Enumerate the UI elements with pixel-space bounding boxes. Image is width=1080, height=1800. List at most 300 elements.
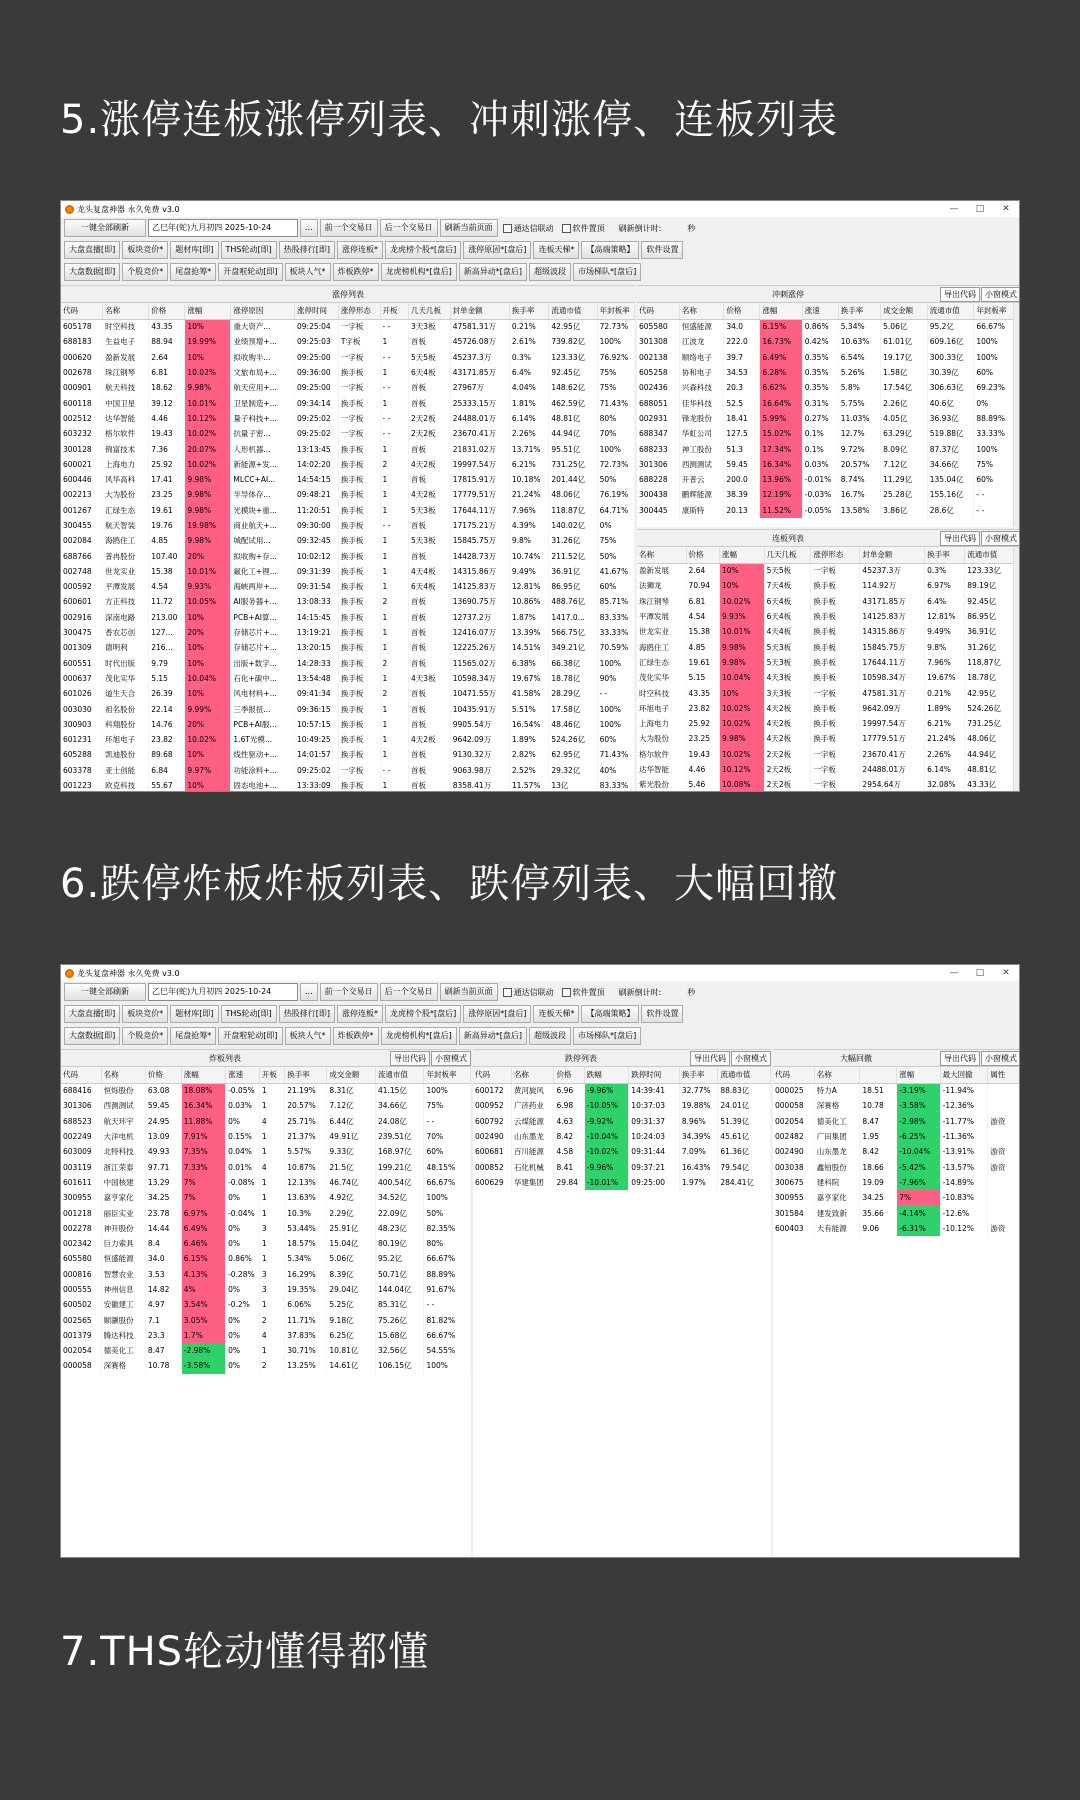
table-cell: 紫光股份 [637, 777, 686, 792]
small-window-button[interactable]: 小窗模式 [981, 531, 1020, 546]
table-row[interactable] [61, 778, 635, 792]
maximize-icon[interactable]: □ [975, 968, 985, 978]
table-row[interactable] [61, 1236, 471, 1251]
table-row[interactable] [61, 1282, 471, 1297]
table-cell: 87.37亿 [927, 441, 974, 456]
nav2-item-1[interactable]: 个股竞价* [122, 263, 168, 281]
table-cell: 18.57% [285, 1236, 327, 1251]
close-icon[interactable]: ✕ [1002, 204, 1010, 214]
table-row[interactable] [773, 1159, 1020, 1174]
top-label: 软件置顶 [572, 987, 605, 997]
table-cell: 09:25:04 [295, 319, 339, 334]
nav2-item-3[interactable]: 开盘啦轮动[即] [218, 1027, 282, 1045]
table-row[interactable] [473, 1129, 771, 1144]
table-row[interactable] [637, 716, 1020, 731]
nav1-item-2[interactable]: 题材库[即] [170, 1005, 218, 1023]
table-row[interactable] [473, 1083, 771, 1098]
column-header[interactable]: 跌停时间 [629, 1067, 680, 1083]
nav2-item-8[interactable]: 超级波段 [529, 263, 571, 281]
table-cell: 300955 [773, 1190, 814, 1205]
table-cell: 广田集团 [814, 1129, 860, 1144]
table-row[interactable] [61, 732, 635, 747]
table-row[interactable] [61, 319, 635, 334]
nav1-item-10[interactable]: 软件设置 [641, 241, 683, 259]
column-header[interactable]: 流通市值 [965, 547, 1020, 563]
column-header[interactable]: 封单金额 [450, 303, 509, 319]
table-row[interactable] [637, 319, 1020, 334]
table-row[interactable] [61, 518, 635, 533]
column-header[interactable]: 涨幅 [185, 303, 231, 319]
column-header[interactable]: 涨速 [802, 303, 838, 319]
nav2-item-1[interactable]: 个股竞价* [122, 1027, 168, 1045]
table-row[interactable] [61, 1267, 471, 1282]
table-row[interactable] [637, 503, 1020, 518]
table-row[interactable] [773, 1098, 1020, 1113]
table-row[interactable] [61, 1251, 471, 1266]
table-row[interactable] [61, 610, 635, 625]
nav1-item-3[interactable]: THS轮动[即] [221, 1005, 277, 1023]
column-header[interactable]: 换手率 [679, 1067, 717, 1083]
table-cell: 14.51% [509, 640, 548, 655]
column-header[interactable]: 开板 [259, 1067, 284, 1083]
table-row[interactable] [637, 472, 1020, 487]
column-header[interactable]: 涨幅 [897, 1067, 940, 1083]
table-row[interactable] [61, 579, 635, 594]
table-cell: 601611 [61, 1175, 101, 1190]
column-header[interactable]: 价格 [149, 303, 185, 319]
table-cell: 603232 [61, 426, 103, 441]
prev-day-button[interactable]: 前一个交易日 [320, 983, 378, 1001]
column-header[interactable]: 价格 [686, 547, 719, 563]
table-row[interactable] [637, 350, 1020, 365]
table-row[interactable] [61, 1083, 471, 1098]
column-header[interactable]: 年封板率 [974, 303, 1020, 319]
nav2-item-9[interactable]: 市场梯队*[盘后] [573, 263, 641, 281]
table-row[interactable] [637, 685, 1020, 700]
table-cell: 201.44亿 [549, 472, 597, 487]
table-row[interactable] [637, 655, 1020, 670]
table-row[interactable] [61, 1144, 471, 1159]
table-row[interactable] [473, 1114, 771, 1129]
column-header[interactable]: 流通市值 [549, 303, 597, 319]
table-row[interactable] [637, 487, 1020, 502]
table-row[interactable] [61, 1205, 471, 1220]
date-picker-button[interactable]: ... [300, 219, 318, 237]
export-code-button[interactable]: 导出代码 [390, 1051, 430, 1066]
date-picker-button[interactable]: ... [300, 983, 318, 1001]
table-cell: 一字板 [338, 319, 380, 334]
table-cell: 业绩预增+... [231, 334, 295, 349]
nav2-item-6[interactable]: 龙虎榜机构*[盘后] [381, 263, 457, 281]
column-header[interactable]: 换手率 [925, 547, 965, 563]
nav2-item-4[interactable]: 板块人气* [285, 263, 331, 281]
nav1-item-5[interactable]: 涨停连板* [337, 241, 383, 259]
column-header[interactable]: 涨停形态 [338, 303, 380, 319]
table-cell: 21.37% [285, 1129, 327, 1144]
table-cell: 首板 [409, 395, 451, 410]
table-row[interactable] [61, 548, 635, 563]
nav1-item-8[interactable]: 连板天梯* [533, 241, 579, 259]
export-code-button[interactable]: 导出代码 [940, 287, 980, 302]
table-row[interactable] [637, 731, 1020, 746]
nav1-item-1[interactable]: 板块竞价* [122, 241, 168, 259]
table-row[interactable] [61, 763, 635, 778]
nav2-item-5[interactable]: 炸板跌停* [333, 1027, 379, 1045]
table-cell: 10% [185, 319, 231, 334]
table-row[interactable] [637, 411, 1020, 426]
nav1-item-10[interactable]: 软件设置 [641, 1005, 683, 1023]
column-header[interactable]: 名称 [101, 1067, 145, 1083]
table-cell: 2 [380, 686, 409, 701]
column-header[interactable]: 名称 [511, 1067, 554, 1083]
table-cell: 51.39亿 [718, 1114, 771, 1129]
nav1-item-7[interactable]: 涨停原因*[盘后] [463, 1005, 531, 1023]
table-row[interactable] [637, 747, 1020, 762]
column-header[interactable]: 成交金额 [327, 1067, 376, 1083]
nav2-item-7[interactable]: 新高异动*[盘后] [459, 1027, 527, 1045]
table-row[interactable] [773, 1221, 1020, 1236]
table-cell: 恒烁股份 [101, 1083, 145, 1098]
nav1-item-9[interactable]: 【高端策略】 [581, 241, 639, 259]
table-cell: 83.33% [597, 778, 634, 792]
table-cell: 13.63% [285, 1190, 327, 1205]
table-cell: 6天4板 [764, 609, 811, 624]
table-row[interactable] [61, 1114, 471, 1129]
table-cell: 17644.11万 [450, 503, 509, 518]
table-cell: 7% [897, 1190, 940, 1205]
nav1-item-5[interactable]: 涨停连板* [337, 1005, 383, 1023]
table-cell: 10.3% [285, 1205, 327, 1220]
column-header[interactable]: 成交金额 [881, 303, 928, 319]
table-row[interactable] [637, 578, 1020, 593]
table-cell: 70.94 [686, 578, 719, 593]
table-cell: 34.53 [724, 365, 760, 380]
table-cell: 深赛格 [101, 1358, 145, 1373]
table-row[interactable] [61, 1221, 471, 1236]
minimize-icon[interactable]: — [949, 968, 959, 978]
table-row[interactable] [773, 1144, 1020, 1159]
scrollbar[interactable] [1013, 303, 1020, 527]
column-header[interactable]: 流通市值 [927, 303, 974, 319]
prev-day-button[interactable]: 前一个交易日 [320, 219, 378, 237]
table-row[interactable] [473, 1098, 771, 1113]
nav1-item-7[interactable]: 涨停原因*[盘后] [463, 241, 531, 259]
nav1-item-2[interactable]: 题材库[即] [170, 241, 218, 259]
table-row[interactable] [473, 1175, 771, 1190]
table-row[interactable] [61, 487, 635, 502]
table-row[interactable] [61, 625, 635, 640]
close-icon[interactable]: ✕ [1002, 968, 1010, 978]
minimize-icon[interactable]: — [949, 204, 959, 214]
table-cell: 1.81% [509, 395, 548, 410]
table-cell: 688416 [61, 1083, 101, 1098]
scrollbar[interactable] [1013, 547, 1020, 792]
nav2-item-2[interactable]: 尾盘抢筹* [170, 263, 216, 281]
export-code-button[interactable]: 导出代码 [940, 531, 980, 546]
column-header[interactable]: 代码 [773, 1067, 814, 1083]
tdx-link-checkbox[interactable] [500, 223, 557, 234]
column-header[interactable]: 换手率 [509, 303, 548, 319]
table-cell: 61.36亿 [718, 1144, 771, 1159]
refresh-page-button[interactable]: 刷新当前页面 [440, 983, 498, 1001]
table-row[interactable] [61, 350, 635, 365]
table-cell: 688183 [61, 334, 103, 349]
nav2-item-9[interactable]: 市场梯队*[盘后] [573, 1027, 641, 1045]
small-window-button[interactable]: 小窗模式 [981, 1051, 1020, 1066]
table-row[interactable] [61, 441, 635, 456]
column-header[interactable]: 价格 [724, 303, 760, 319]
table-row[interactable] [61, 564, 635, 579]
nav1-item-9[interactable]: 【高端策略】 [581, 1005, 639, 1023]
table-cell: 600681 [473, 1144, 511, 1159]
nav1-item-4[interactable]: 热股排行[即] [279, 1005, 335, 1023]
column-header[interactable]: 几天几板 [409, 303, 451, 319]
table-row[interactable] [773, 1175, 1020, 1190]
table-cell: 17.34% [760, 441, 802, 456]
table-row[interactable] [637, 395, 1020, 410]
table-row[interactable] [473, 1144, 771, 1159]
nav2-item-4[interactable]: 板块人气* [285, 1027, 331, 1045]
column-header[interactable]: 代码 [61, 303, 103, 319]
table-cell: 换手板 [811, 594, 860, 609]
refresh-all-button[interactable]: 一键全部刷新 [64, 983, 146, 1001]
column-header[interactable]: 代码 [637, 303, 679, 319]
column-header[interactable]: 涨停原因 [231, 303, 295, 319]
table-cell: 1 [380, 747, 409, 762]
refresh-page-button[interactable]: 刷新当前页面 [440, 219, 498, 237]
table-cell: 换手板 [338, 441, 380, 456]
nav1-item-0[interactable]: 大盘直播[即] [64, 1005, 120, 1023]
table-row[interactable] [773, 1190, 1020, 1205]
table-row[interactable] [637, 563, 1020, 578]
table-row[interactable] [61, 457, 635, 472]
table-cell: 换手板 [338, 472, 380, 487]
nav2-item-8[interactable]: 超级波段 [529, 1027, 571, 1045]
table-row[interactable] [773, 1083, 1020, 1098]
table-row[interactable] [473, 1159, 771, 1174]
table-cell: 法狮龙 [637, 578, 686, 593]
export-code-button[interactable]: 导出代码 [690, 1051, 730, 1066]
table-cell: 中国核建 [101, 1175, 145, 1190]
nav2-item-3[interactable]: 开盘啦轮动[即] [218, 263, 282, 281]
nav1-item-8[interactable]: 连板天梯* [533, 1005, 579, 1023]
table-cell: 西测测试 [101, 1098, 145, 1113]
table-row[interactable] [637, 639, 1020, 654]
app-title: 龙头复盘神器 永久免费 v3.0 [77, 968, 180, 978]
nav1-item-3[interactable]: THS轮动[即] [221, 241, 277, 259]
table-cell: 002054 [61, 1343, 101, 1358]
next-day-button[interactable]: 后一个交易日 [380, 219, 438, 237]
table-row[interactable] [61, 472, 635, 487]
table-cell: 34.25 [145, 1190, 181, 1205]
table-row[interactable] [773, 1129, 1020, 1144]
table-cell: 42.95亿 [965, 685, 1020, 700]
nav2-item-0[interactable]: 大盘数据[即] [64, 263, 120, 281]
table-cell [988, 1190, 1020, 1205]
table-cell: 45237.3万 [860, 563, 925, 578]
column-header[interactable]: 价格 [554, 1067, 584, 1083]
table-row[interactable] [61, 640, 635, 655]
export-code-button[interactable]: 导出代码 [940, 1051, 980, 1066]
next-day-button[interactable]: 后一个交易日 [380, 983, 438, 1001]
table-row[interactable] [61, 365, 635, 380]
table-row[interactable] [637, 609, 1020, 624]
table-row[interactable] [61, 1297, 471, 1312]
column-header[interactable]: 年封板率 [597, 303, 634, 319]
table-cell: 12.7% [838, 426, 880, 441]
table-row[interactable] [637, 762, 1020, 777]
nav1-item-0[interactable]: 大盘直播[即] [64, 241, 120, 259]
maximize-icon[interactable]: □ [975, 204, 985, 214]
column-header[interactable]: 开板 [380, 303, 409, 319]
nav1-item-1[interactable]: 板块竞价* [122, 1005, 168, 1023]
table-row[interactable] [61, 1190, 471, 1205]
table-cell: 000952 [473, 1098, 511, 1113]
table-row[interactable] [61, 411, 635, 426]
nav2-item-7[interactable]: 新高异动*[盘后] [459, 263, 527, 281]
table-row[interactable] [637, 670, 1020, 685]
panel-header [637, 530, 1020, 547]
table-cell: 605580 [61, 1251, 101, 1266]
column-header[interactable]: 涨速 [226, 1067, 260, 1083]
table-row[interactable] [61, 686, 635, 701]
column-header[interactable]: 年封板率 [424, 1067, 471, 1083]
table-cell: 15845.75万 [860, 639, 925, 654]
column-header[interactable]: 流通市值 [718, 1067, 771, 1083]
column-header[interactable]: 涨幅 [181, 1067, 225, 1083]
table-cell: 10.02% [719, 716, 764, 731]
table-row[interactable] [61, 1358, 471, 1373]
table-cell: 7.09% [679, 1144, 717, 1159]
table-row[interactable] [773, 1114, 1020, 1129]
nav2-item-0[interactable]: 大盘数据[即] [64, 1027, 120, 1045]
column-header[interactable]: 跌幅 [584, 1067, 629, 1083]
table-row[interactable] [61, 426, 635, 441]
small-window-button[interactable]: 小窗模式 [431, 1051, 471, 1066]
table-row[interactable] [61, 671, 635, 686]
column-header[interactable]: 涨停形态 [811, 547, 860, 563]
nav2-item-6[interactable]: 龙虎榜机构*[盘后] [381, 1027, 457, 1045]
table-row[interactable] [61, 503, 635, 518]
table-row[interactable] [61, 533, 635, 548]
table-cell: 14.61亿 [327, 1358, 376, 1373]
table-cell: 10.02% [185, 732, 231, 747]
column-header[interactable]: 代码 [61, 1067, 101, 1083]
date-field[interactable]: 乙巳年(蛇)九月初四 2025-10-24 [148, 219, 298, 237]
nav2-item-5[interactable]: 炸板跌停* [333, 263, 379, 281]
table-cell: 2954.64万 [860, 777, 925, 792]
table-cell: 4.85 [686, 639, 719, 654]
table-row[interactable] [61, 747, 635, 762]
column-header[interactable]: 涨幅 [760, 303, 802, 319]
table-cell: 24.08亿 [375, 1114, 424, 1129]
table-cell: 14:02:20 [295, 457, 339, 472]
nav1-item-4[interactable]: 热股排行[即] [279, 241, 335, 259]
table-cell: 609.16亿 [927, 334, 974, 349]
column-header[interactable]: 名称 [637, 547, 686, 563]
table-row[interactable] [61, 717, 635, 732]
table-row[interactable] [61, 701, 635, 716]
table-row[interactable] [637, 365, 1020, 380]
column-header[interactable]: 涨幅 [719, 547, 764, 563]
table-cell: 239.51亿 [375, 1129, 424, 1144]
column-header[interactable]: 名称 [103, 303, 149, 319]
table-row[interactable] [637, 334, 1020, 349]
table-cell: 300675 [773, 1175, 814, 1190]
top-checkbox[interactable] [559, 987, 608, 998]
column-header[interactable]: 几天几板 [764, 547, 811, 563]
table-cell: 284.41亿 [718, 1175, 771, 1190]
column-header[interactable]: 名称 [814, 1067, 860, 1083]
table-row[interactable] [637, 457, 1020, 472]
table-cell: - - [380, 380, 409, 395]
nav1-item-6[interactable]: 龙虎榜个股*[盘后] [385, 1005, 461, 1023]
refresh-all-button[interactable]: 一键全部刷新 [64, 219, 146, 237]
countdown-unit: 秒 [687, 223, 696, 233]
table-cell: 75% [597, 380, 634, 395]
table-row[interactable] [61, 1343, 471, 1358]
table-cell: 000025 [773, 1083, 814, 1098]
table-cell: 5天3板 [764, 639, 811, 654]
tdx-link-checkbox[interactable] [500, 987, 557, 998]
table-row[interactable] [773, 1205, 1020, 1220]
table-row[interactable] [61, 656, 635, 671]
table-cell: 9.49% [925, 624, 965, 639]
column-header[interactable]: 代码 [473, 1067, 511, 1083]
table-row[interactable] [637, 777, 1020, 792]
column-header[interactable]: 名称 [679, 303, 723, 319]
date-field[interactable]: 乙巳年(蛇)九月初四 2025-10-24 [148, 983, 298, 1001]
table-row[interactable] [637, 701, 1020, 716]
table-row[interactable] [61, 1328, 471, 1343]
table-row[interactable] [61, 1098, 471, 1113]
column-header[interactable]: 涨停时间 [295, 303, 339, 319]
table-row[interactable] [61, 334, 635, 349]
table-cell: 时空科技 [103, 319, 149, 334]
table-row[interactable] [61, 594, 635, 609]
table-cell: 6.46% [181, 1236, 225, 1251]
nav2-item-2[interactable]: 尾盘抢筹* [170, 1027, 216, 1045]
table-cell: 10.63% [838, 334, 880, 349]
table-row[interactable] [61, 1312, 471, 1327]
column-header[interactable]: 换手率 [838, 303, 880, 319]
table-cell: 300438 [637, 487, 679, 502]
top-checkbox[interactable] [559, 223, 608, 234]
table-row[interactable] [637, 426, 1020, 441]
table-row[interactable] [61, 1129, 471, 1144]
column-header[interactable]: 属性 [988, 1067, 1020, 1083]
table-row[interactable] [61, 1175, 471, 1190]
small-window-button[interactable]: 小窗模式 [981, 287, 1020, 302]
column-header[interactable]: 流通市值 [375, 1067, 424, 1083]
table-row[interactable] [61, 1159, 471, 1174]
table-row[interactable] [637, 380, 1020, 395]
table-cell: 4.54 [686, 609, 719, 624]
table-cell: 13亿 [549, 778, 597, 792]
column-header[interactable]: 价格 [145, 1067, 181, 1083]
small-window-button[interactable]: 小窗模式 [731, 1051, 771, 1066]
nav1-item-6[interactable]: 龙虎榜个股*[盘后] [385, 241, 461, 259]
column-header[interactable]: 最大回撤 [940, 1067, 988, 1083]
table-row[interactable] [637, 624, 1020, 639]
table-row[interactable] [61, 380, 635, 395]
column-header[interactable]: 封单金额 [860, 547, 925, 563]
table-row[interactable] [637, 594, 1020, 609]
table-row[interactable] [637, 441, 1020, 456]
table-row[interactable] [61, 395, 635, 410]
table-cell: 66.67% [974, 319, 1020, 334]
column-header[interactable]: 换手率 [285, 1067, 327, 1083]
